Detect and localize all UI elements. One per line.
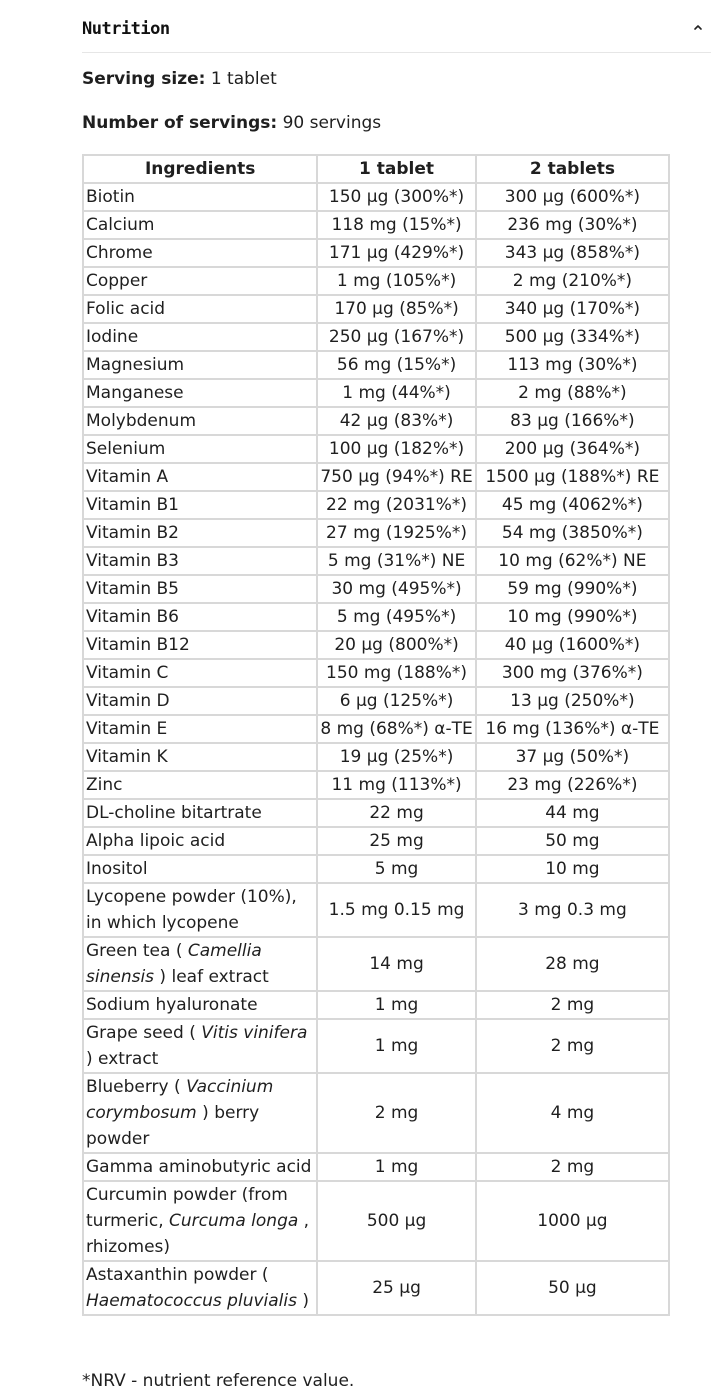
ingredient-latin-name: Curcuma longa [169,1211,299,1231]
ingredient-name: Sodium hyaluronate [86,995,258,1015]
amount-2-tablets-cell: 40 µg (1600%*) [476,631,669,659]
ingredient-name: Vitamin B6 [86,607,180,627]
ingredient-name: Green tea ( [86,941,188,961]
amount-1-tablet-cell: 14 mg [317,937,475,991]
table-row [83,295,669,323]
amount-2-tablets-cell: 13 µg (250%*) [476,687,669,715]
ingredient-name: Vitamin B5 [86,579,180,599]
table-row [83,771,669,799]
amount-2-tablets-cell: 2 mg (210%*) [476,267,669,295]
table-row [83,1153,669,1181]
ingredient-name: Copper [86,271,148,291]
amount-1-tablet-cell: 1 mg [317,991,475,1019]
ingredient-name: Vitamin C [86,663,169,683]
amount-2-tablets-cell: 10 mg (62%*) NE [476,547,669,575]
amount-2-tablets-cell: 10 mg [476,855,669,883]
amount-1-tablet-cell: 170 µg (85%*) [317,295,475,323]
amount-1-tablet-cell: 22 mg (2031%*) [317,491,475,519]
chevron-up-icon[interactable] [691,20,705,34]
table-row [83,1019,669,1073]
table-row [83,937,669,991]
table-row [83,519,669,547]
table-row [83,491,669,519]
ingredient-latin-name: Camellia sinensis [86,941,262,987]
ingredient-name: DL-choline bitartrate [86,803,262,823]
table-row [83,575,669,603]
table-row [83,407,669,435]
amount-2-tablets-cell: 343 µg (858%*) [476,239,669,267]
ingredient-name: Folic acid [86,299,166,319]
table-row [83,603,669,631]
ingredient-name: ) leaf extract [154,967,269,987]
amount-2-tablets-cell: 113 mg (30%*) [476,351,669,379]
amount-2-tablets-cell: 28 mg [476,937,669,991]
ingredient-cell [83,687,317,715]
ingredient-cell [83,799,317,827]
ingredient-cell [83,991,317,1019]
amount-2-tablets-cell: 1500 µg (188%*) RE [476,463,669,491]
amount-1-tablet-cell: 118 mg (15%*) [317,211,475,239]
ingredient-name: ) extract [86,1049,159,1069]
amount-1-tablet-cell: 250 µg (167%*) [317,323,475,351]
servings-count-value: 90 servings [277,113,382,133]
ingredient-cell [83,603,317,631]
ingredient-cell [83,211,317,239]
ingredient-name: Blueberry ( [86,1077,187,1097]
ingredient-cell [83,463,317,491]
ingredient-cell [83,575,317,603]
nutrition-table [82,154,670,1316]
amount-2-tablets-cell: 236 mg (30%*) [476,211,669,239]
ingredient-cell [83,1019,317,1073]
table-row [83,715,669,743]
amount-2-tablets-cell: 300 mg (376%*) [476,659,669,687]
table-row [83,379,669,407]
amount-1-tablet-cell: 25 mg [317,827,475,855]
amount-1-tablet-cell: 19 µg (25%*) [317,743,475,771]
ingredient-cell [83,239,317,267]
amount-1-tablet-cell: 56 mg (15%*) [317,351,475,379]
ingredient-cell [83,883,317,937]
ingredient-cell [83,379,317,407]
ingredient-cell [83,351,317,379]
ingredient-cell [83,491,317,519]
ingredient-name: Vitamin B1 [86,495,180,515]
ingredient-cell [83,937,317,991]
ingredient-name: Curcumin powder (from turmeric, [86,1185,288,1231]
table-row [83,323,669,351]
ingredient-cell [83,659,317,687]
amount-2-tablets-cell: 23 mg (226%*) [476,771,669,799]
amount-1-tablet-cell: 30 mg (495%*) [317,575,475,603]
ingredient-name: Vitamin D [86,691,170,711]
ingredient-name: ) berry powder [86,1103,260,1149]
amount-1-tablet-cell: 2 mg [317,1073,475,1153]
table-row [83,1073,669,1153]
servings-count [82,113,381,133]
amount-1-tablet-cell: 8 mg (68%*) α-TE [317,715,475,743]
ingredient-name: Biotin [86,187,135,207]
ingredient-name: Vitamin K [86,747,168,767]
ingredient-latin-name: Haematococcus pluvialis [86,1291,297,1311]
amount-1-tablet-cell: 20 µg (800%*) [317,631,475,659]
table-row [83,991,669,1019]
amount-1-tablet-cell: 1 mg [317,1019,475,1073]
table-row [83,827,669,855]
ingredient-name: Manganese [86,383,184,403]
amount-2-tablets-cell: 16 mg (136%*) α-TE [476,715,669,743]
ingredient-cell [83,295,317,323]
ingredient-name: Inositol [86,859,148,879]
ingredient-name: Grape seed ( [86,1023,202,1043]
ingredient-cell [83,323,317,351]
amount-1-tablet-cell: 5 mg [317,855,475,883]
ingredient-latin-name: Vitis vinifera [201,1023,308,1043]
amount-2-tablets-cell: 4 mg [476,1073,669,1153]
ingredient-cell [83,435,317,463]
section-title: Nutrition [82,19,170,39]
amount-2-tablets-cell: 1000 µg [476,1181,669,1261]
serving-size-value: 1 tablet [205,69,277,89]
amount-1-tablet-cell: 500 µg [317,1181,475,1261]
ingredient-cell [83,827,317,855]
ingredient-cell [83,547,317,575]
amount-1-tablet-cell: 22 mg [317,799,475,827]
amount-2-tablets-cell: 59 mg (990%*) [476,575,669,603]
amount-2-tablets-cell: 37 µg (50%*) [476,743,669,771]
ingredient-name: Molybdenum [86,411,197,431]
table-row [83,463,669,491]
amount-1-tablet-cell: 5 mg (31%*) NE [317,547,475,575]
table-row [83,239,669,267]
ingredient-cell [83,771,317,799]
table-row [83,211,669,239]
amount-1-tablet-cell: 1.5 mg 0.15 mg [317,883,475,937]
column-header: 2 tablets [476,155,669,183]
amount-2-tablets-cell: 500 µg (334%*) [476,323,669,351]
amount-2-tablets-cell: 300 µg (600%*) [476,183,669,211]
ingredient-name: Gamma aminobutyric acid [86,1157,312,1177]
ingredient-name: , rhizomes) [86,1211,310,1257]
amount-2-tablets-cell: 2 mg [476,991,669,1019]
amount-2-tablets-cell: 200 µg (364%*) [476,435,669,463]
ingredient-cell [83,183,317,211]
ingredient-name: Zinc [86,775,123,795]
amount-2-tablets-cell: 44 mg [476,799,669,827]
table-row [83,687,669,715]
table-header-row [83,155,669,183]
table-row [83,351,669,379]
ingredient-name: Magnesium [86,355,185,375]
amount-1-tablet-cell: 171 µg (429%*) [317,239,475,267]
amount-1-tablet-cell: 1 mg [317,1153,475,1181]
serving-size [82,69,277,89]
amount-1-tablet-cell: 6 µg (125%*) [317,687,475,715]
table-row [83,547,669,575]
amount-2-tablets-cell: 2 mg (88%*) [476,379,669,407]
ingredient-cell [83,519,317,547]
amount-2-tablets-cell: 45 mg (4062%*) [476,491,669,519]
ingredient-name: Selenium [86,439,166,459]
table-row [83,883,669,937]
ingredient-name: Vitamin B3 [86,551,180,571]
ingredient-name: Alpha lipoic acid [86,831,226,851]
footnote: *NRV - nutrient reference value. [82,1371,355,1391]
ingredient-name: Calcium [86,215,155,235]
amount-2-tablets-cell: 10 mg (990%*) [476,603,669,631]
ingredient-cell [83,715,317,743]
amount-2-tablets-cell: 3 mg 0.3 mg [476,883,669,937]
amount-1-tablet-cell: 5 mg (495%*) [317,603,475,631]
table-row [83,1261,669,1315]
amount-2-tablets-cell: 340 µg (170%*) [476,295,669,323]
amount-1-tablet-cell: 11 mg (113%*) [317,771,475,799]
ingredient-cell [83,407,317,435]
amount-1-tablet-cell: 150 µg (300%*) [317,183,475,211]
ingredient-cell [83,631,317,659]
table-row [83,855,669,883]
table-row [83,743,669,771]
ingredient-name: Chrome [86,243,153,263]
ingredient-cell [83,267,317,295]
ingredient-name: Vitamin A [86,467,169,487]
amount-1-tablet-cell: 1 mg (44%*) [317,379,475,407]
amount-2-tablets-cell: 83 µg (166%*) [476,407,669,435]
column-header: 1 tablet [317,155,475,183]
ingredient-cell [83,855,317,883]
table-row [83,267,669,295]
ingredient-cell [83,743,317,771]
ingredient-cell [83,1261,317,1315]
ingredient-cell [83,1153,317,1181]
table-row [83,435,669,463]
amount-2-tablets-cell: 54 mg (3850%*) [476,519,669,547]
amount-2-tablets-cell: 50 µg [476,1261,669,1315]
amount-2-tablets-cell: 50 mg [476,827,669,855]
column-header: Ingredients [83,155,317,183]
amount-1-tablet-cell: 1 mg (105%*) [317,267,475,295]
ingredient-name: Astaxanthin powder ( [86,1265,269,1285]
ingredient-name: ) [296,1291,310,1311]
table-row [83,183,669,211]
table-row [83,1181,669,1261]
ingredient-name: Iodine [86,327,139,347]
amount-2-tablets-cell: 2 mg [476,1019,669,1073]
amount-1-tablet-cell: 27 mg (1925%*) [317,519,475,547]
ingredient-name: Vitamin B12 [86,635,190,655]
table-row [83,659,669,687]
table-row [83,799,669,827]
ingredient-name: Lycopene powder (10%), in which lycopene [86,887,297,933]
nutrition-section-header[interactable] [82,0,711,53]
amount-1-tablet-cell: 25 µg [317,1261,475,1315]
amount-1-tablet-cell: 150 mg (188%*) [317,659,475,687]
servings-count-label: Number of servings: [82,113,278,133]
serving-size-label: Serving size: [82,69,206,89]
ingredient-name: Vitamin B2 [86,523,180,543]
ingredient-latin-name: Vaccinium corymbosum [86,1077,274,1123]
ingredient-cell [83,1181,317,1261]
amount-1-tablet-cell: 750 µg (94%*) RE [317,463,475,491]
ingredient-name: Vitamin E [86,719,168,739]
ingredient-cell [83,1073,317,1153]
amount-1-tablet-cell: 42 µg (83%*) [317,407,475,435]
table-row [83,631,669,659]
amount-2-tablets-cell: 2 mg [476,1153,669,1181]
amount-1-tablet-cell: 100 µg (182%*) [317,435,475,463]
